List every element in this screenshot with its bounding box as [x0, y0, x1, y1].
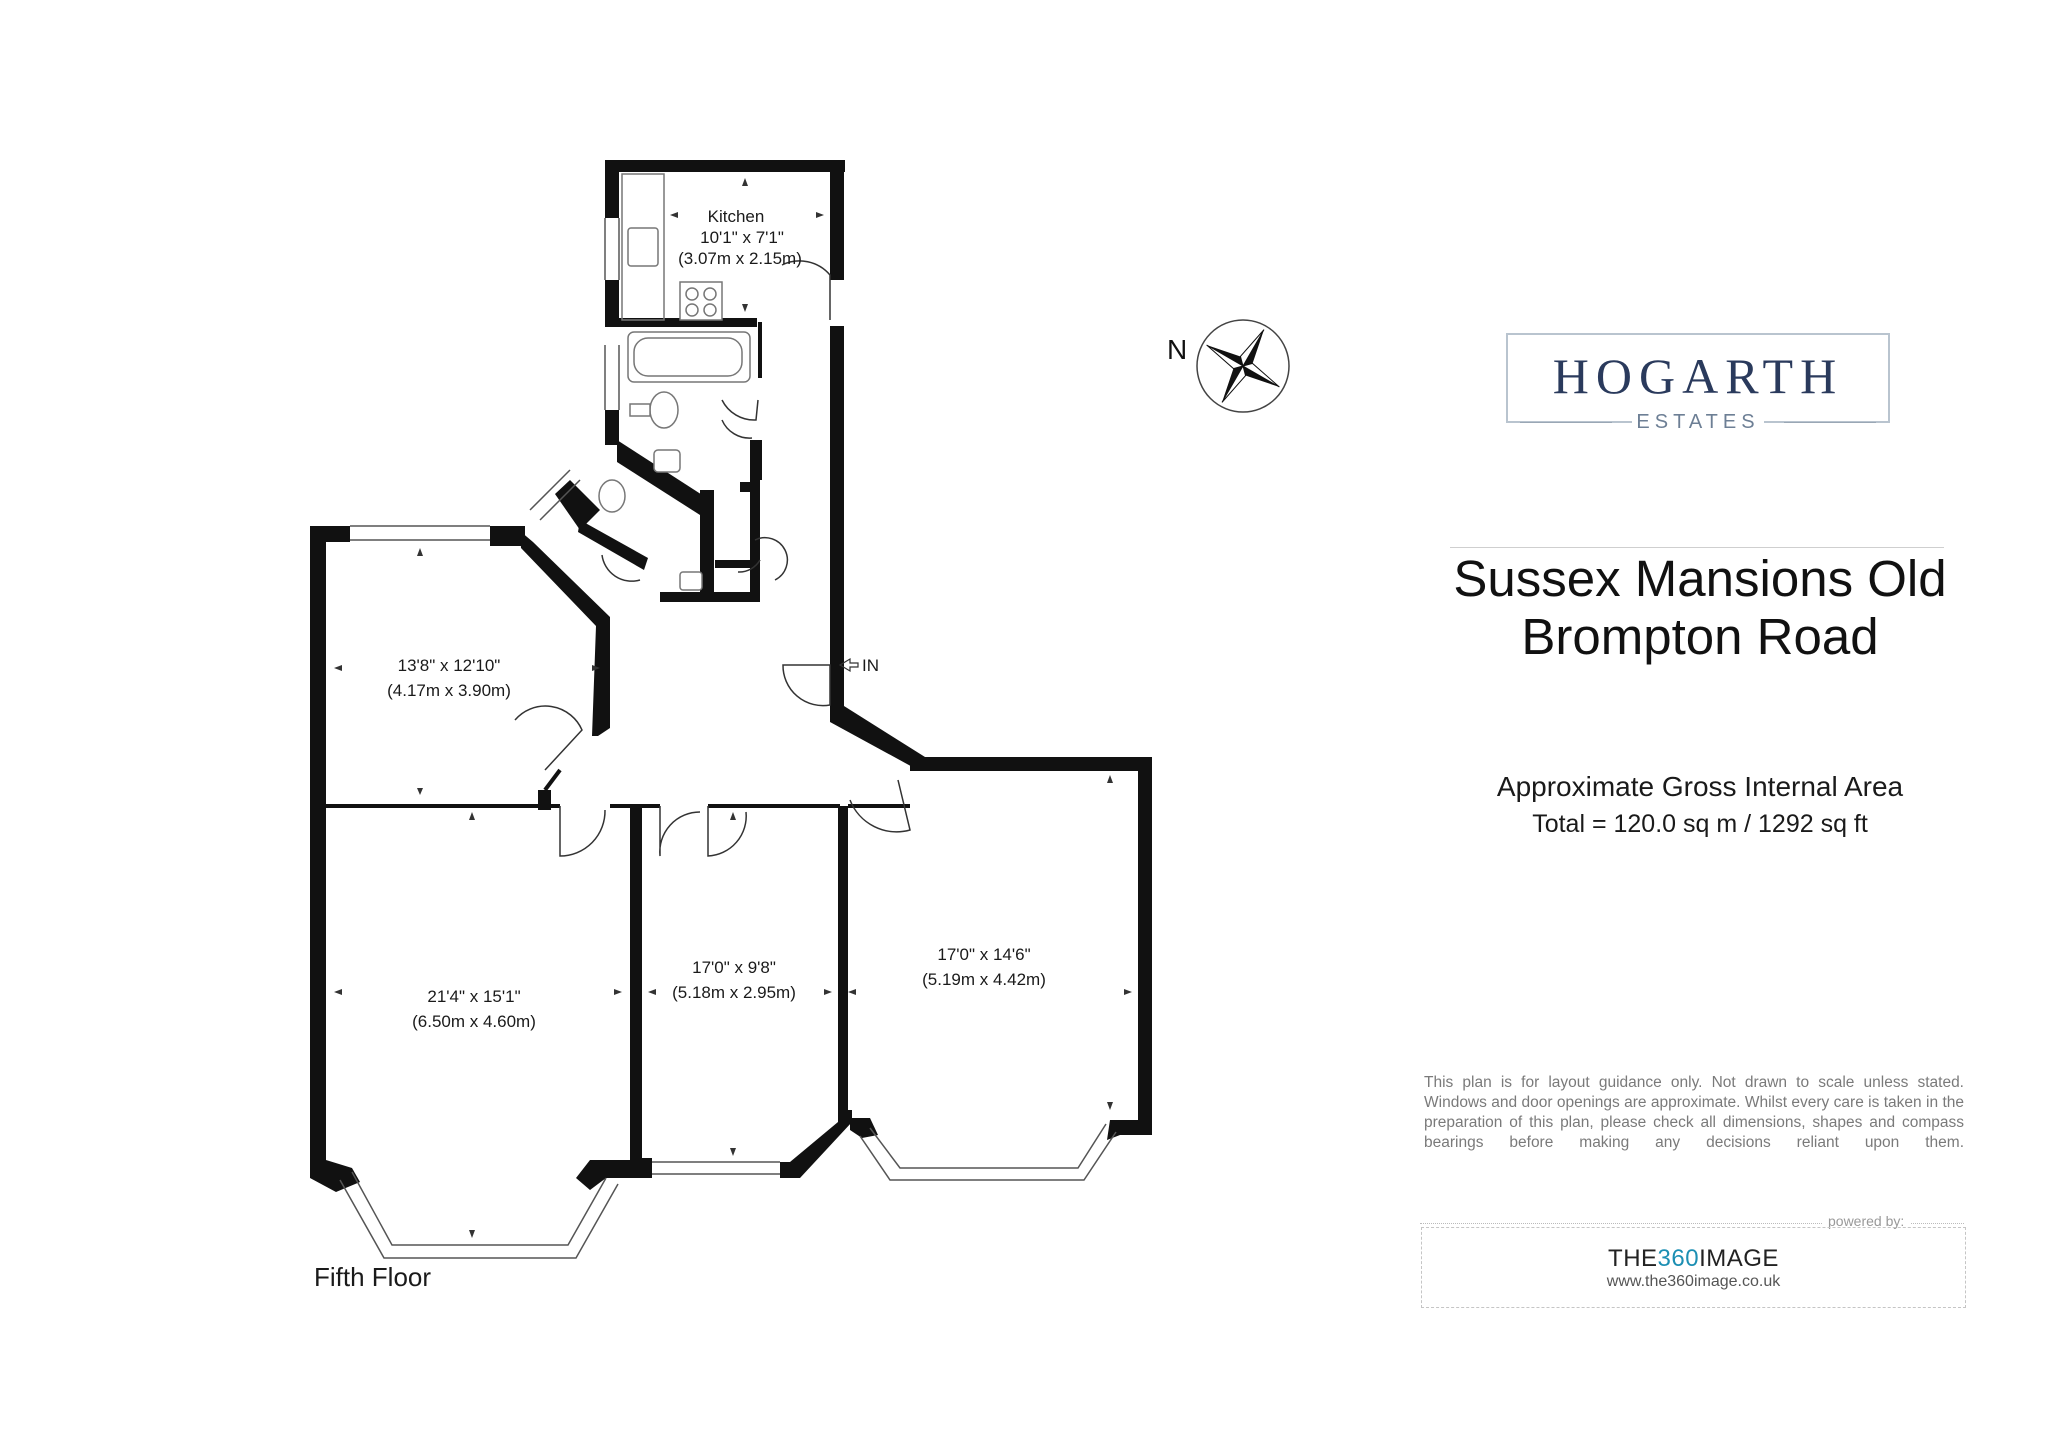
sink-icon — [628, 228, 658, 266]
kitchen-imperial: 10'1" x 7'1" — [700, 228, 784, 247]
brand-accent: 360 — [1657, 1245, 1700, 1272]
compass-icon — [1167, 309, 1300, 424]
bedroom-upper-left-metric: (4.17m x 3.90m) — [387, 681, 511, 700]
property-title-line1: Sussex Mansions Old — [1453, 550, 1947, 607]
walls — [310, 160, 1152, 1192]
room-right-imperial: 17'0" x 14'6" — [937, 945, 1031, 964]
bath-icon — [628, 332, 750, 382]
hogarth-estates-logo — [1506, 333, 1890, 433]
toilet-icon — [650, 392, 678, 428]
the360image-credit — [1421, 1227, 1966, 1308]
compass-north-label: N — [1167, 334, 1188, 365]
room-labels — [387, 207, 1046, 1031]
logo-divider-left — [1520, 422, 1612, 423]
hob-icon — [680, 282, 722, 320]
room-middle-imperial: 17'0" x 9'8" — [692, 958, 776, 977]
room-middle-metric: (5.18m x 2.95m) — [672, 983, 796, 1002]
logo-divider-right — [1784, 422, 1876, 423]
area-heading: Approximate Gross Internal Area — [1496, 771, 1904, 802]
reception-left-imperial: 21'4" x 15'1" — [427, 987, 521, 1006]
brand-prefix: THE — [1608, 1245, 1658, 1272]
kitchen-metric: (3.07m x 2.15m) — [678, 249, 802, 268]
reception-left-metric: (6.50m x 4.60m) — [412, 1012, 536, 1031]
floor-label: Fifth Floor — [314, 1262, 432, 1292]
logo-sub-row — [1508, 412, 1888, 432]
kitchen-name: Kitchen — [707, 207, 765, 226]
entrance-label: IN — [862, 656, 879, 675]
disclaimer-text: This plan is for layout guidance only. Not drawn to scale unless stated. Windows and door openings are approximate. Whilst every care is taken in the preparation of this plan, please check all dimensions, shapes and compass bearings before making any decisions reliant upon them. — [1424, 1074, 1964, 1151]
room-right-metric: (5.19m x 4.42m) — [922, 970, 1046, 989]
area-total: Total = 120.0 sq m / 1292 sq ft — [1532, 810, 1868, 838]
brand-name — [1422, 1245, 1965, 1273]
title-divider — [1450, 547, 1944, 548]
powered-by-label: powered by: — [1822, 1213, 1910, 1229]
brand-url: www.the360image.co.uk — [1606, 1273, 1781, 1290]
bedroom-upper-left-imperial: 13'8" x 12'10" — [397, 656, 501, 675]
entrance-marker — [840, 656, 879, 675]
property-title — [1400, 550, 2000, 666]
brand-suffix: IMAGE — [1699, 1245, 1779, 1272]
property-title-line2: Brompton Road — [1521, 608, 1879, 665]
logo-main-text: HOGARTH — [1552, 348, 1844, 404]
logo-sub-text: ESTATES — [1632, 411, 1763, 434]
